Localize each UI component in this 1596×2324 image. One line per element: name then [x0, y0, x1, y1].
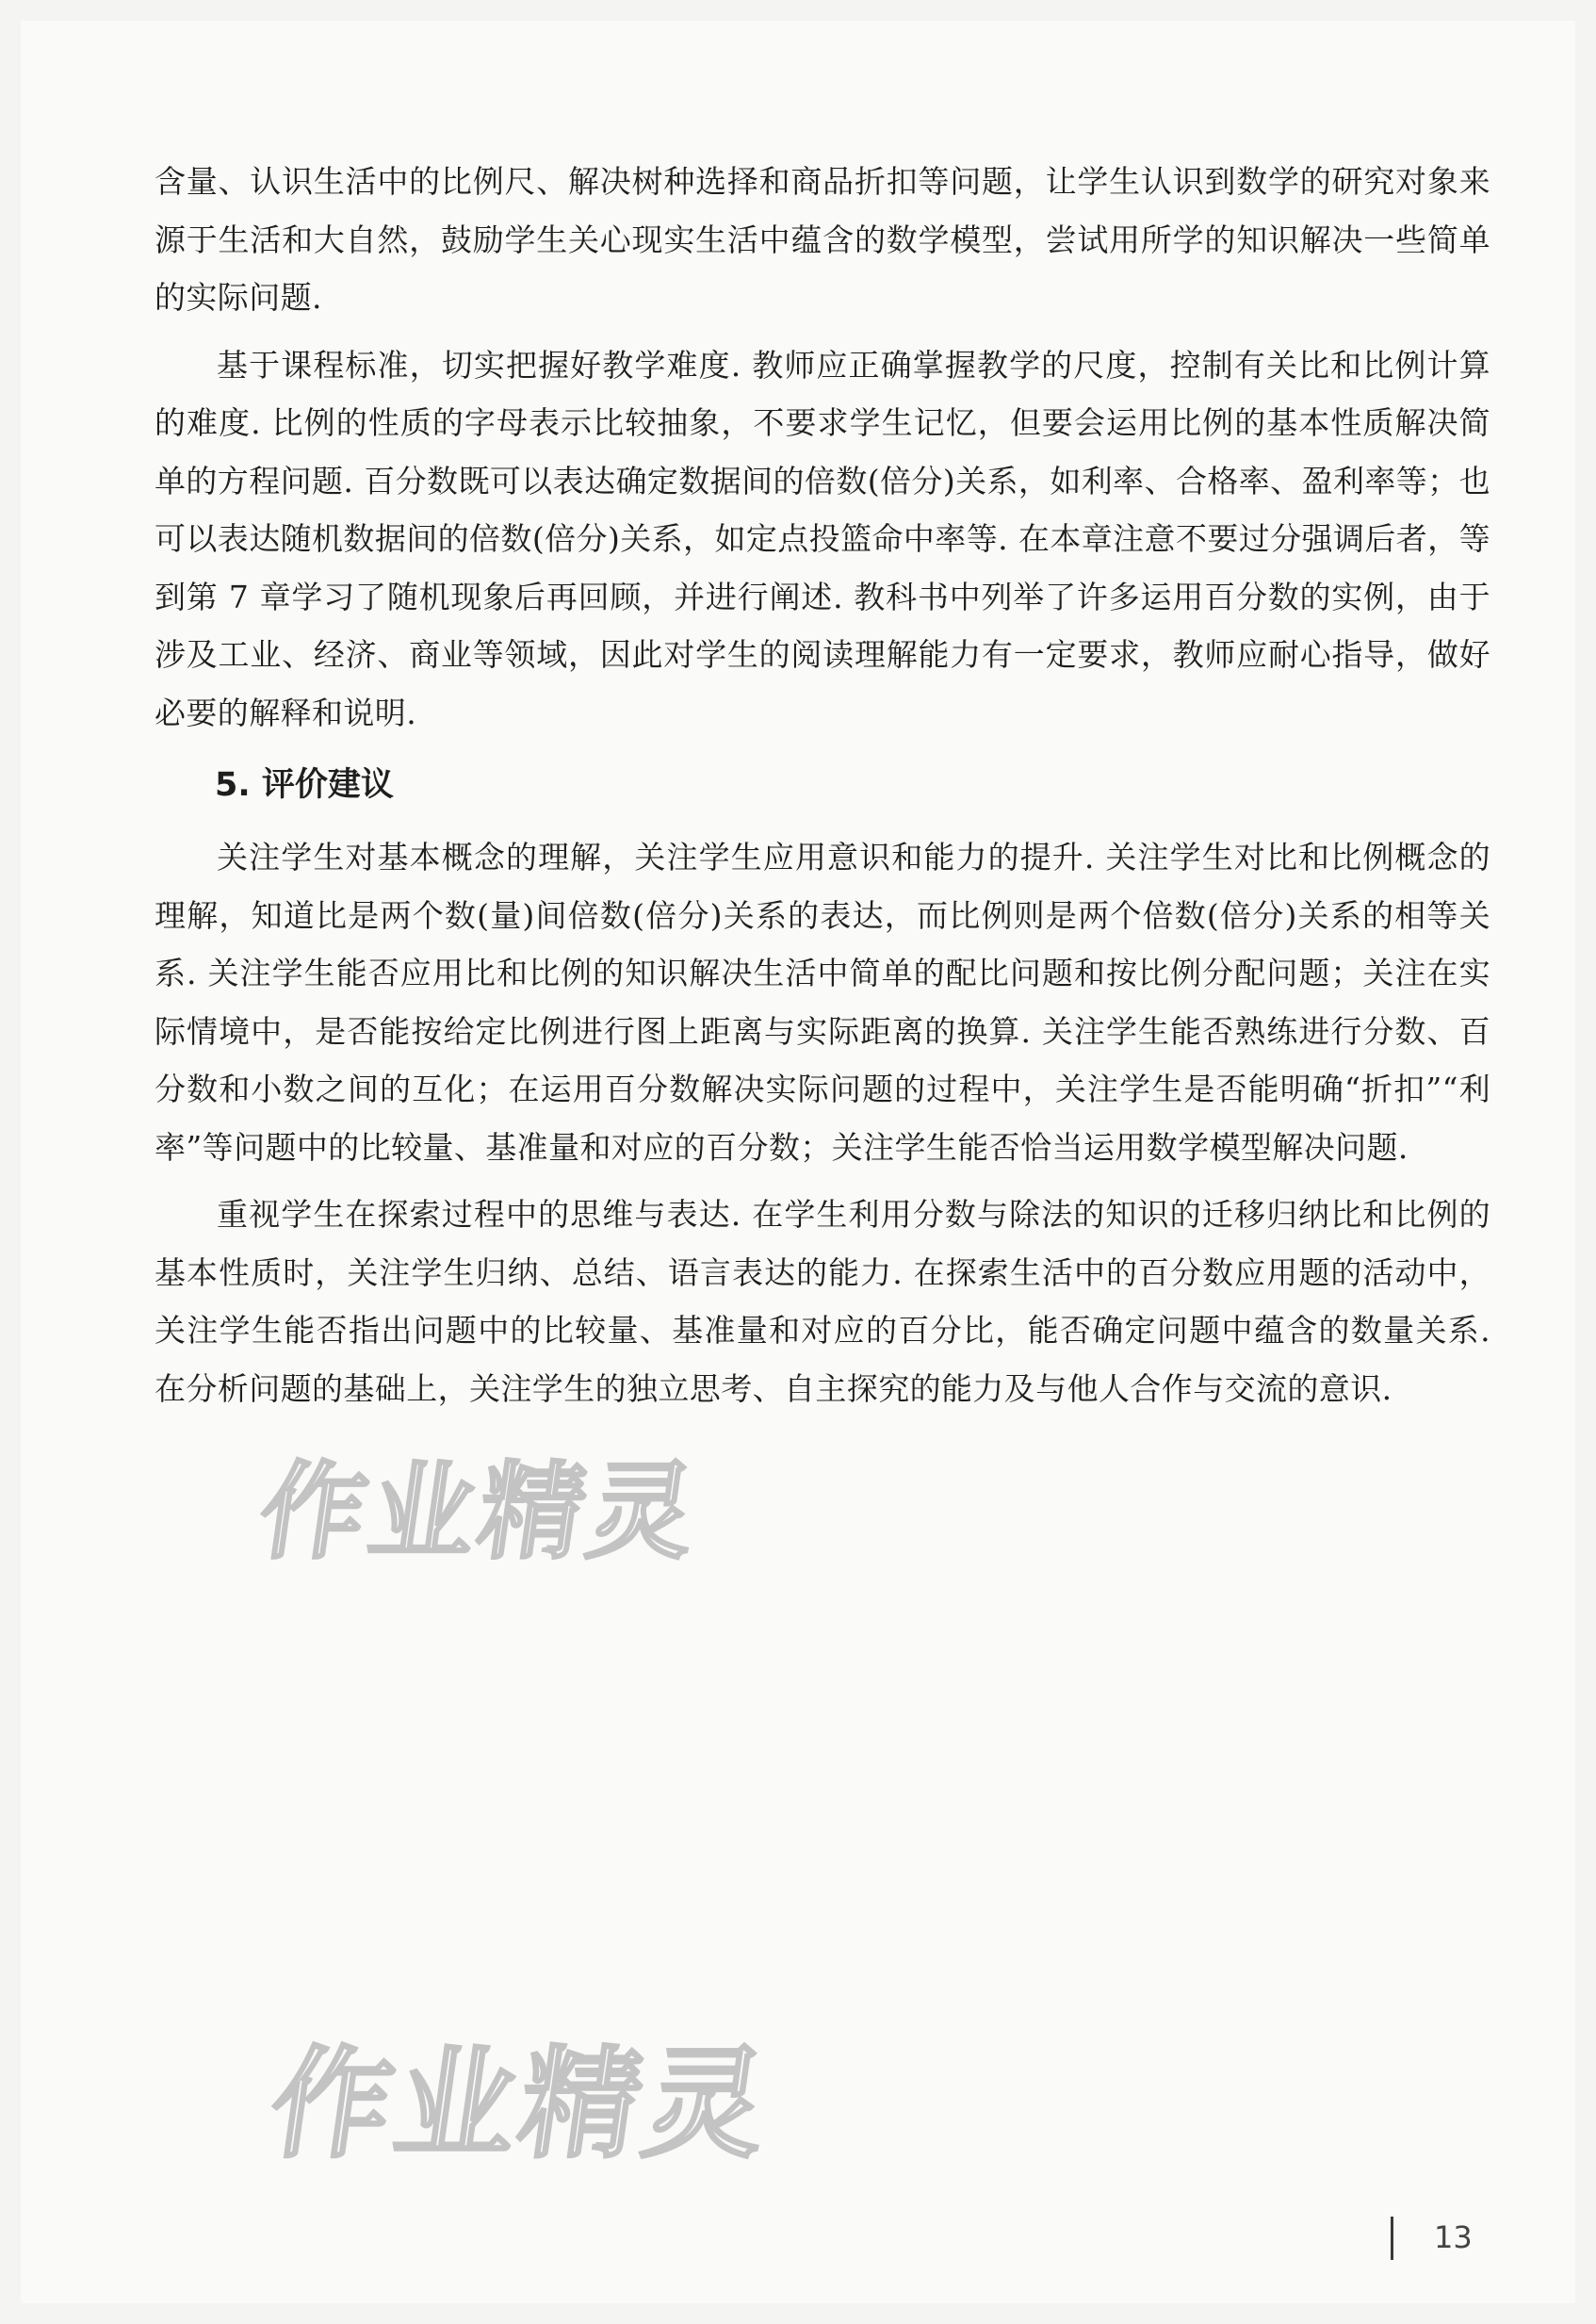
document-page [21, 21, 1575, 2303]
watermark-text: 作业精灵 [261, 2035, 779, 2175]
page-number-divider [1391, 2217, 1393, 2260]
page-number: 13 [1434, 2219, 1473, 2255]
section-heading-evaluation: 5. 评价建议 [215, 766, 394, 804]
paragraph-teaching-difficulty: 基于课程标准，切实把握好教学难度. 教师应正确掌握教学的尺度，控制有关比和比例计算的难度. 比例的性质的字母表示比较抽象，不要求学生记忆，但要会运用比例的基本性质解决简单的方程问题. 百分数既可以表达确定数据间的倍数(倍分)关系，如利率、合格率、盈利率等；也可以表达随机数据间的倍数(倍分)关系，如定点投篮命中率等. 在本章注意不要过分强调后者，等到第 7 章学习了随机现象后再回顾，并进行阐述. 教科书中列举了许多运用百分数的实例，由于涉及工业、经济、商业等领域，因此对学生的阅读理解能力有一定要求，教师应耐心指导，做好必要的解释和说明. [155, 346, 1490, 731]
watermark-text: 作业精灵 [252, 1451, 707, 1574]
paragraph-concept-understanding: 关注学生对基本概念的理解，关注学生应用意识和能力的提升. 关注学生对比和比例概念的理解，知道比是两个数(量)间倍数(倍分)关系的表达，而比例则是两个倍数(倍分)关系的相等关系. 关注学生能否应用比和比例的知识解决生活中简单的配比问题和按比例分配问题；关注在实际情境中，是否能按给定比例进行图上距离与实际距离的换算. 关注学生能否熟练进行分数、百分数和小数之间的互化；在运用百分数解决实际问题的过程中，关注学生是否能明确“折扣”“利率”等问题中的比较量、基准量和对应的百分数；关注学生能否恰当运用数学模型解决问题. [155, 839, 1490, 1166]
paragraph-exploration-expression: 重视学生在探索过程中的思维与表达. 在学生利用分数与除法的知识的迁移归纳比和比例的基本性质时，关注学生归纳、总结、语言表达的能力. 在探索生活中的百分数应用题的活动中，关注学生能否指出问题中的比较量、基准量和对应的百分比，能否确定问题中蕴含的数量关系. 在分析问题的基础上，关注学生的独立思考、自主探究的能力及与他人合作与交流的意识. [155, 1196, 1490, 1407]
page-content [155, 153, 1490, 1417]
paragraph-continued: 含量、认识生活中的比例尺、解决树种选择和商品折扣等问题，让学生认识到数学的研究对象来源于生活和大自然，鼓励学生关心现实生活中蕴含的数学模型，尝试用所学的知识解决一些简单的实际问题. [155, 163, 1490, 316]
